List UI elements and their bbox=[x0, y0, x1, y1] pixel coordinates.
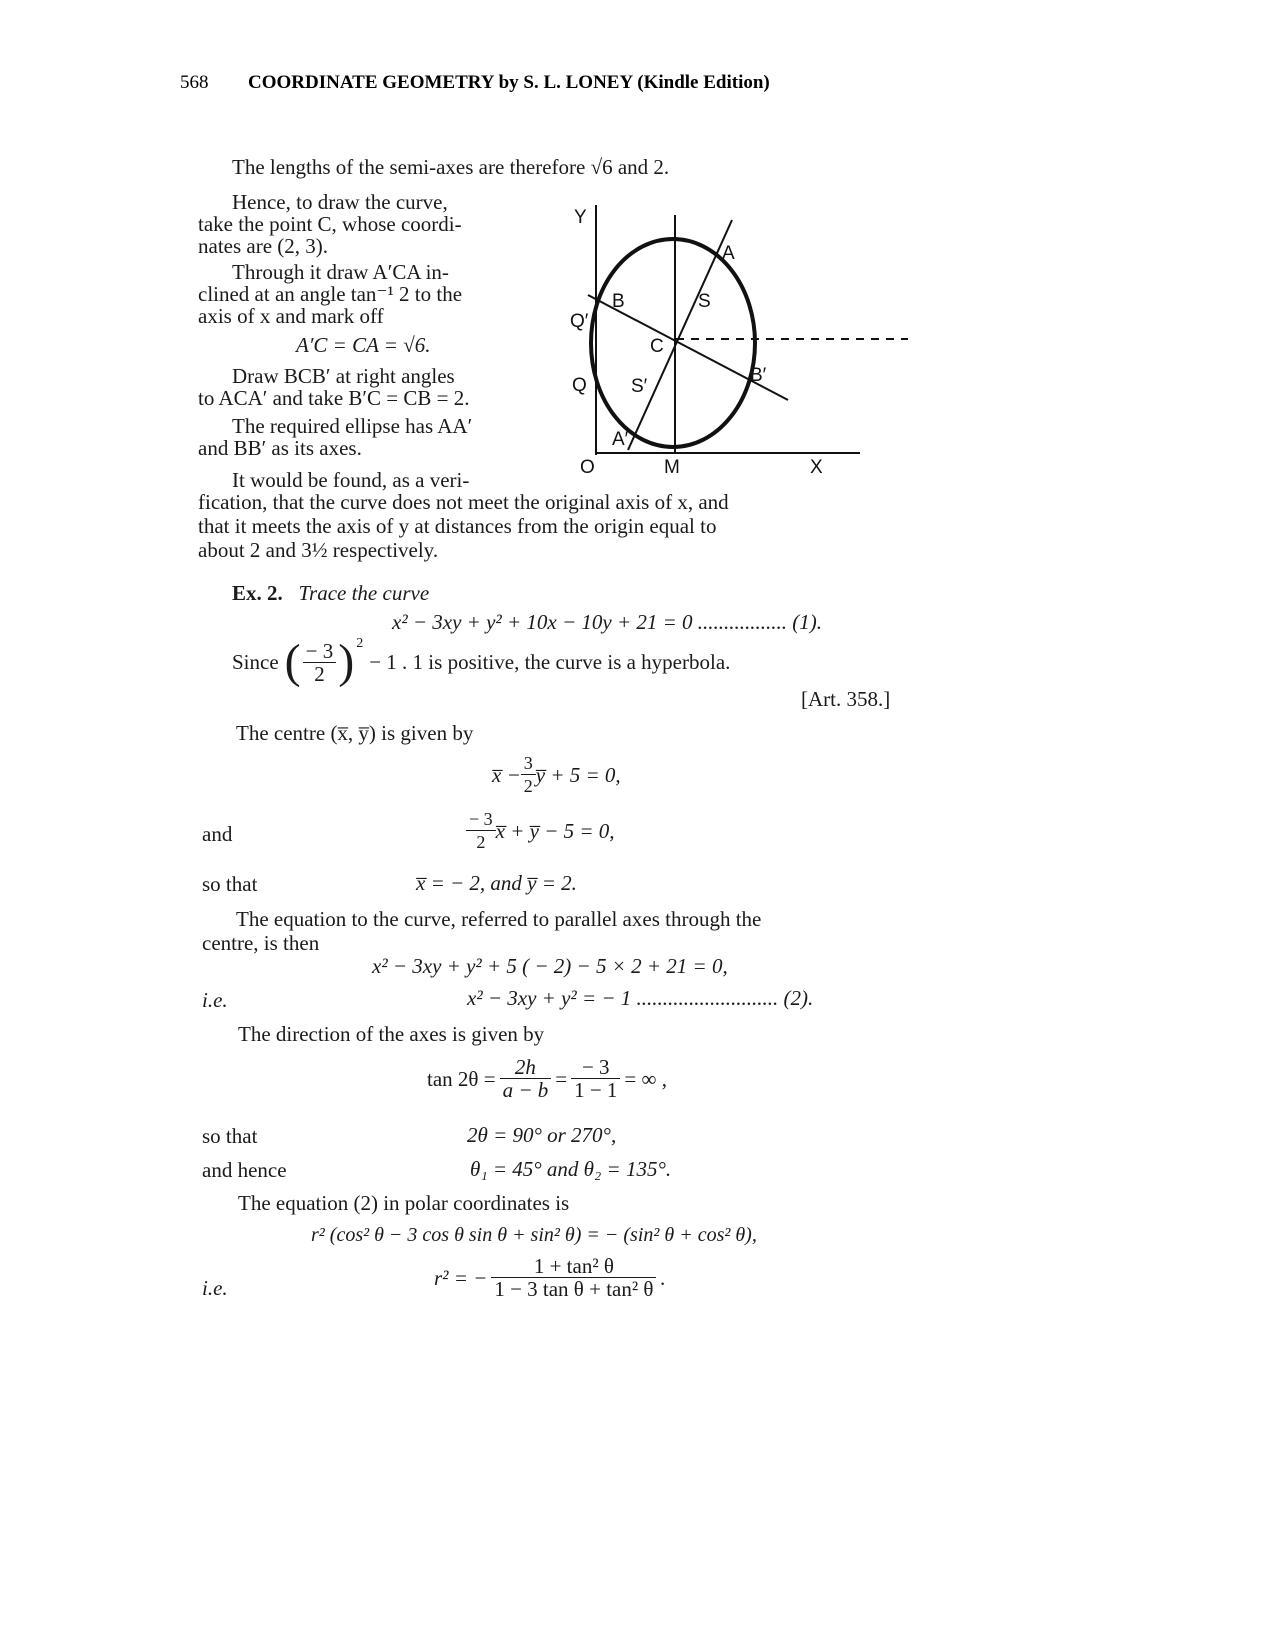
tan-fraction-1 bbox=[500, 1056, 552, 1101]
tan-num-2: − 3 bbox=[571, 1056, 620, 1079]
text-line: Draw BCB′ at right angles bbox=[232, 364, 455, 388]
paren-open: ( bbox=[284, 635, 301, 688]
tan-left: tan 2θ = bbox=[427, 1066, 496, 1091]
label-s-prime: S′ bbox=[631, 376, 648, 397]
text-line: fication, that the curve does not meet the original axis of x, and bbox=[198, 490, 729, 514]
r-left: r² = − bbox=[434, 1265, 488, 1290]
label-c: C bbox=[650, 336, 664, 357]
centre-text: The centre (x̅, y̅) is given by bbox=[236, 721, 474, 745]
ie-1: i.e. bbox=[202, 988, 228, 1012]
r-numerator: 1 + tan² θ bbox=[491, 1255, 656, 1278]
text-line: that it meets the axis of y at distances from the origin equal to bbox=[198, 514, 717, 538]
label-x: X bbox=[810, 457, 823, 478]
r-fraction bbox=[491, 1255, 656, 1300]
page-header-title: COORDINATE GEOMETRY by S. L. LONEY (Kindle Edition) bbox=[248, 72, 770, 93]
example-label: Ex. 2. bbox=[232, 581, 283, 605]
text-line: to ACA′ and take B′C = CB = 2. bbox=[198, 386, 470, 410]
page-number: 568 bbox=[180, 72, 209, 93]
text-line: Through it draw A′CA in- bbox=[232, 260, 449, 284]
centre-eq1-den: 2 bbox=[523, 776, 533, 796]
centre-eq-1 bbox=[492, 752, 621, 797]
label-y: Y bbox=[574, 207, 587, 228]
text-line: axis of x and mark off bbox=[198, 304, 384, 328]
since-word: Since bbox=[232, 650, 279, 674]
tan-num-1: 2h bbox=[500, 1056, 552, 1079]
text-line: The required ellipse has AA′ bbox=[232, 414, 473, 438]
ellipse-diagram bbox=[540, 195, 920, 485]
label-q-prime: Q′ bbox=[570, 311, 589, 332]
major-axis-line bbox=[628, 220, 732, 450]
equation-2a: x² − 3xy + y² + 5 ( − 2) − 5 × 2 + 21 = 0, bbox=[372, 954, 728, 978]
centre-eq2-right: x̅ + y̅ − 5 = 0, bbox=[495, 818, 615, 843]
centre-eq2-fraction bbox=[466, 808, 496, 853]
equation-acca: A′C = CA = √6. bbox=[296, 333, 431, 357]
so-that-2: so that bbox=[202, 1124, 258, 1148]
text-line: nates are (2, 3). bbox=[198, 234, 329, 258]
text-line: It would be found, as a veri- bbox=[232, 468, 470, 492]
label-a: A bbox=[722, 243, 735, 264]
r-denominator: 1 − 3 tan θ + tan² θ bbox=[494, 1277, 654, 1301]
centre-eq1-fraction bbox=[521, 752, 536, 797]
label-b: B bbox=[612, 291, 625, 312]
text-line: Hence, to draw the curve, bbox=[232, 190, 448, 214]
ellipse-curve bbox=[591, 239, 755, 447]
text-line: clined at an angle tan⁻¹ 2 to the bbox=[198, 282, 463, 306]
paren-close: ) bbox=[338, 635, 355, 688]
label-o: O bbox=[580, 457, 595, 478]
label-q: Q bbox=[572, 375, 587, 396]
label-a-prime: A′ bbox=[612, 429, 629, 450]
label-s: S bbox=[698, 291, 711, 312]
text-line: take the point C, whose coordi- bbox=[198, 212, 462, 236]
text-line: about 2 and 3½ respectively. bbox=[198, 538, 439, 562]
polar-equation: r² (cos² θ − 3 cos θ sin θ + sin² θ) = − (sin² θ + cos² θ), bbox=[311, 1224, 757, 1246]
tan-equals: = bbox=[555, 1066, 568, 1091]
centre-eq1-right: y̅ + 5 = 0, bbox=[535, 762, 621, 787]
example-title: Trace the curve bbox=[298, 581, 430, 605]
direction-text: The direction of the axes is given by bbox=[238, 1022, 545, 1046]
since-fraction bbox=[303, 640, 337, 685]
tan-fraction-2 bbox=[571, 1056, 620, 1101]
ie-2: i.e. bbox=[202, 1276, 228, 1300]
since-rest: − 1 . 1 is positive, the curve is a hyperbola. bbox=[369, 650, 731, 674]
centre-eq1-num: 3 bbox=[521, 752, 536, 775]
centre-result: x̅ = − 2, and y̅ = 2. bbox=[416, 871, 577, 895]
tan-equation bbox=[427, 1056, 667, 1101]
and-word: and bbox=[202, 822, 233, 846]
example-heading bbox=[232, 580, 429, 606]
since-denominator: 2 bbox=[314, 661, 325, 686]
tan-end: = ∞ , bbox=[624, 1066, 667, 1091]
superscript-2: 2 bbox=[356, 636, 364, 651]
semi-axes-sentence: The lengths of the semi-axes are therefore √6 and 2. bbox=[232, 155, 670, 179]
r-end: . bbox=[660, 1265, 666, 1290]
centre-eq1-left: x̅ − bbox=[492, 762, 521, 787]
and-hence: and hence bbox=[202, 1158, 287, 1182]
r-squared-equation bbox=[434, 1255, 666, 1300]
tan-den-1: a − b bbox=[502, 1078, 549, 1102]
equation-text-line: The equation to the curve, referred to parallel axes through the bbox=[236, 907, 762, 931]
equation-text-line: centre, is then bbox=[202, 931, 320, 955]
theta-values: θ₁ = 45° and θ₂ = 135°. bbox=[470, 1157, 672, 1181]
centre-eq2-num: − 3 bbox=[466, 808, 496, 831]
label-b-prime: B′ bbox=[750, 365, 767, 386]
theta-2-result: 2θ = 90° or 270°, bbox=[467, 1123, 617, 1147]
equation-2b: x² − 3xy + y² = − 1 ........................... (2). bbox=[467, 986, 814, 1010]
since-line bbox=[232, 635, 731, 688]
polar-text: The equation (2) in polar coordinates is bbox=[238, 1191, 570, 1215]
article-reference: [Art. 358.] bbox=[801, 687, 891, 711]
tan-den-2: 1 − 1 bbox=[574, 1078, 618, 1102]
text-line: and BB′ as its axes. bbox=[198, 436, 362, 460]
centre-eq2-den: 2 bbox=[476, 832, 486, 852]
so-that-1: so that bbox=[202, 872, 258, 896]
equation-1: x² − 3xy + y² + 10x − 10y + 21 = 0 ................. (1). bbox=[392, 610, 823, 634]
label-m: M bbox=[664, 457, 680, 478]
since-numerator: − 3 bbox=[303, 640, 337, 663]
centre-eq-2 bbox=[466, 808, 615, 853]
